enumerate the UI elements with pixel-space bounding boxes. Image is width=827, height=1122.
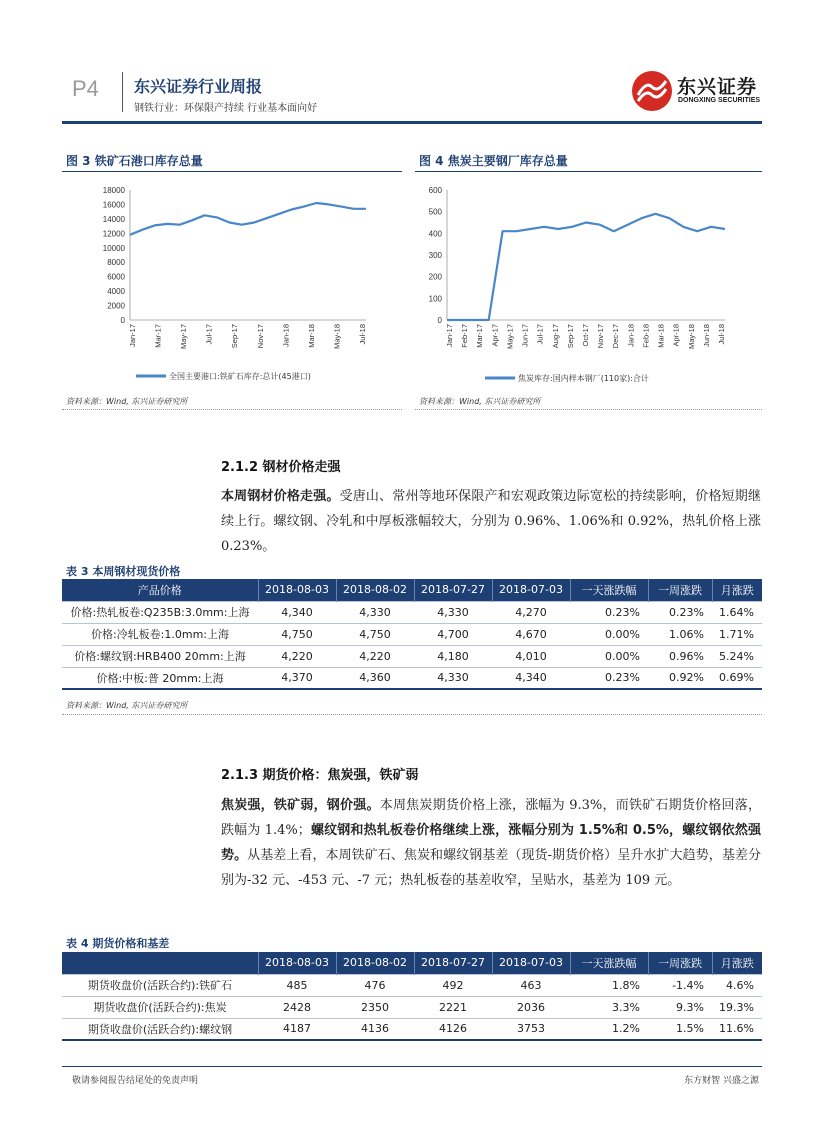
row-label-cell: 价格:热轧板卷:Q235B:3.0mm:上海 (62, 601, 258, 623)
value-cell: 4,330 (414, 601, 492, 623)
table4-header-cell: 2018-08-03 (258, 952, 336, 974)
x-tick-label: Mar-18 (306, 324, 316, 348)
table3-steel-spot-prices (62, 579, 762, 690)
row-label-cell: 价格:中板:普 20mm:上海 (62, 667, 258, 689)
value-cell: 4,370 (258, 667, 336, 689)
value-cell: 3.3% (570, 996, 648, 1018)
value-cell: 5.24% (712, 645, 762, 667)
value-cell: 9.3% (648, 996, 712, 1018)
value-cell: 0.96% (648, 645, 712, 667)
value-cell: 463 (492, 974, 570, 996)
value-cell: 476 (336, 974, 414, 996)
section-2-1-3-paragraph (221, 793, 761, 893)
paragraph-bold-2: 螺纹钢和热轧板卷价格继续上涨，涨幅分别为 1.5%和 0.5%，螺纹钢依然强势。 (221, 823, 761, 863)
value-cell: 0.23% (648, 601, 712, 623)
table4-header-cell (62, 952, 258, 974)
x-tick-label: Aug-17 (550, 324, 560, 349)
value-cell: 19.3% (712, 996, 762, 1018)
table4-header-cell: 月涨跌 (712, 952, 762, 974)
y-tick-label: 200 (428, 272, 442, 282)
value-cell: 4,330 (336, 601, 414, 623)
table-row (62, 1018, 762, 1040)
footer-rule (62, 1066, 762, 1067)
y-tick-label: 2000 (107, 301, 125, 311)
row-label-cell: 期货收盘价(活跃合约):焦炭 (62, 996, 258, 1018)
chart3-iron-ore-inventory (62, 178, 402, 388)
value-cell: 2036 (492, 996, 570, 1018)
x-tick-label: Mar-17 (153, 324, 163, 348)
y-tick-label: 8000 (107, 258, 125, 268)
report-subtitle: 钢铁行业：环保限产持续 行业基本面向好 (134, 103, 318, 114)
table3-header-cell: 月涨跌 (712, 579, 762, 601)
value-cell: 4,750 (258, 623, 336, 645)
row-label-cell: 价格:冷轧板卷:1.0mm:上海 (62, 623, 258, 645)
paragraph-body: 受唐山、常州等地环保限产和宏观政策边际宽松的持续影响，价格短期继续上行。螺纹钢、冷轧和中厚板涨幅较大，分别为 0.96%、1.06%和 0.92%，热轧价格上涨 0.23%。 (221, 489, 761, 554)
x-tick-label: Jan-17 (128, 324, 137, 347)
x-tick-label: Dec-17 (611, 324, 621, 349)
value-cell: 0.23% (570, 667, 648, 689)
footer-slogan: 东方财智 兴盛之源 (684, 1076, 759, 1086)
x-tick-label: May-17 (505, 324, 515, 350)
chart4-title: 图 4 焦炭主要钢厂库存总量 (419, 154, 568, 168)
x-tick-label: Jan-18 (626, 324, 636, 347)
value-cell: 0.00% (570, 645, 648, 667)
logo-emblem-icon (630, 69, 674, 113)
table3-header-cell: 产品价格 (62, 579, 258, 601)
x-tick-label: Feb-18 (641, 324, 651, 348)
value-cell: 0.23% (570, 601, 648, 623)
y-tick-label: 400 (428, 229, 442, 239)
y-tick-label: 600 (428, 186, 442, 195)
x-tick-label: Feb-17 (460, 324, 470, 348)
value-cell: 0.00% (570, 623, 648, 645)
chart3-rule (62, 171, 402, 172)
table4-header-cell: 一天涨跌幅 (570, 952, 648, 974)
table-row (62, 601, 762, 623)
row-label-cell: 价格:螺纹钢:HRB400 20mm:上海 (62, 645, 258, 667)
x-tick-label: Jun-17 (520, 324, 530, 347)
row-label-cell: 期货收盘价(活跃合约):铁矿石 (62, 974, 258, 996)
chart4-divider (415, 409, 762, 410)
value-cell: 1.06% (648, 623, 712, 645)
section-2-1-2-title: 2.1.2 钢材价格走强 (221, 460, 341, 475)
x-tick-label: Nov-17 (596, 324, 606, 349)
value-cell: 0.69% (712, 667, 762, 689)
table4-header-cell: 2018-07-03 (492, 952, 570, 974)
value-cell: 1.2% (570, 1018, 648, 1040)
table3-header-cell: 2018-08-03 (258, 579, 336, 601)
y-tick-label: 14000 (102, 214, 125, 224)
row-label-cell: 期货收盘价(活跃合约):螺纹钢 (62, 1018, 258, 1040)
value-cell: 4,670 (492, 623, 570, 645)
paragraph-body-3: 从基差上看，本周铁矿石、焦炭和螺纹钢基差（现货-期货价格）呈升水扩大趋势，基差分别为-32 元、-453 元、-7 元；热轧板卷的基差收窄，呈贴水，基差为 109 元。 (221, 848, 761, 888)
table3-header-cell: 一周涨跌 (648, 579, 712, 601)
y-tick-label: 12000 (102, 229, 125, 239)
value-cell: 4,330 (414, 667, 492, 689)
table3-source: 资料来源：Wind, 东兴证券研究所 (66, 701, 188, 710)
chart3-title: 图 3 铁矿石港口库存总量 (66, 154, 203, 168)
x-tick-label: Mar-18 (656, 324, 666, 348)
x-tick-label: Jan-18 (281, 324, 291, 347)
table4-header-cell: 一周涨跌 (648, 952, 712, 974)
logo-name: 东兴证券 (677, 76, 758, 98)
value-cell: -1.4% (648, 974, 712, 996)
paragraph-body-1: 本周焦炭期货价格上涨，涨幅为 9.3%，而铁矿石期货价格回落，跌幅为 1.4%； (221, 798, 761, 838)
x-tick-label: Jul-17 (204, 324, 214, 345)
table-row (62, 974, 762, 996)
x-tick-label: Oct-17 (581, 324, 590, 347)
x-tick-label: Apr-18 (671, 324, 681, 347)
x-tick-label: Sep-17 (230, 324, 240, 349)
table3-header-cell: 2018-07-03 (492, 579, 570, 601)
value-cell: 4187 (258, 1018, 336, 1040)
y-tick-label: 300 (428, 251, 442, 260)
value-cell: 492 (414, 974, 492, 996)
company-logo (630, 68, 765, 114)
table3-header-cell: 2018-08-02 (336, 579, 414, 601)
table3-header-cell: 一天涨跌幅 (570, 579, 648, 601)
x-tick-label: May-17 (179, 324, 189, 350)
x-tick-label: May-18 (332, 324, 342, 350)
table3-divider (62, 714, 762, 715)
value-cell: 4,220 (336, 645, 414, 667)
value-cell: 4,700 (414, 623, 492, 645)
paragraph-lead: 焦炭强，铁矿弱，钢价强。 (221, 798, 380, 813)
value-cell: 4.6% (712, 974, 762, 996)
y-tick-label: 16000 (102, 200, 125, 210)
table-header-row (62, 579, 762, 601)
y-tick-label: 100 (428, 294, 442, 304)
section-2-1-2-paragraph (221, 484, 761, 559)
table4-header-cell: 2018-08-02 (336, 952, 414, 974)
value-cell: 4,270 (492, 601, 570, 623)
y-tick-label: 18000 (102, 186, 125, 195)
value-cell: 3753 (492, 1018, 570, 1040)
value-cell: 1.71% (712, 623, 762, 645)
x-tick-label: Jul-18 (717, 324, 726, 345)
x-tick-label: May-18 (686, 324, 696, 350)
table-row (62, 996, 762, 1018)
table-row (62, 623, 762, 645)
value-cell: 4,010 (492, 645, 570, 667)
table4-title: 表 4 期货价格和基差 (66, 937, 170, 950)
table3-header-cell: 2018-07-27 (414, 579, 492, 601)
chart4-source: 资料来源：Wind, 东兴证券研究所 (419, 397, 541, 406)
page-number: P4 (72, 76, 99, 101)
legend-label: 全国主要港口:铁矿石库存:总计(45港口) (169, 372, 311, 381)
value-cell: 4136 (336, 1018, 414, 1040)
section-2-1-3-title: 2.1.3 期货价格：焦炭强，铁矿弱 (221, 768, 419, 783)
table4-header-cell: 2018-07-27 (414, 952, 492, 974)
y-tick-label: 10000 (102, 243, 125, 253)
series-line (130, 203, 366, 235)
value-cell: 2350 (336, 996, 414, 1018)
y-tick-label: 4000 (107, 287, 125, 297)
x-tick-label: Jan-17 (445, 324, 454, 347)
value-cell: 1.64% (712, 601, 762, 623)
x-tick-label: Sep-17 (565, 324, 575, 349)
value-cell: 485 (258, 974, 336, 996)
value-cell: 4,180 (414, 645, 492, 667)
x-tick-label: Jul-17 (535, 324, 545, 345)
y-tick-label: 6000 (107, 272, 125, 282)
y-tick-label: 500 (428, 207, 442, 217)
value-cell: 4,750 (336, 623, 414, 645)
chart3-divider (62, 409, 402, 410)
x-tick-label: Apr-17 (490, 324, 500, 347)
value-cell: 2221 (414, 996, 492, 1018)
report-title: 东兴证券行业周报 (134, 77, 263, 96)
value-cell: 4126 (414, 1018, 492, 1040)
value-cell: 1.5% (648, 1018, 712, 1040)
value-cell: 0.92% (648, 667, 712, 689)
value-cell: 11.6% (712, 1018, 762, 1040)
series-line (447, 214, 725, 320)
x-tick-label: Mar-17 (475, 324, 485, 348)
table-row (62, 667, 762, 689)
logo-english-name: DONGXING SECURITIES (678, 97, 761, 104)
header-rule (62, 121, 762, 124)
paragraph-lead: 本周钢材价格走强。 (221, 489, 340, 504)
legend-label: 焦炭库存:国内样本钢厂(110家):合计 (518, 374, 649, 383)
footer-disclaimer: 敬请参阅报告结尾处的免责声明 (72, 1076, 199, 1086)
table-header-row (62, 952, 762, 974)
value-cell: 4,340 (258, 601, 336, 623)
header-separator (122, 72, 123, 112)
value-cell: 2428 (258, 996, 336, 1018)
chart3-source: 资料来源：Wind, 东兴证券研究所 (66, 397, 188, 406)
chart4-rule (415, 171, 762, 172)
x-tick-label: Nov-17 (255, 324, 265, 349)
y-tick-label: 0 (120, 316, 125, 325)
value-cell: 4,220 (258, 645, 336, 667)
value-cell: 1.8% (570, 974, 648, 996)
table3-title: 表 3 本周钢材现货价格 (66, 565, 181, 578)
value-cell: 4,340 (492, 667, 570, 689)
chart4-coke-inventory (415, 178, 762, 388)
x-tick-label: Jul-18 (358, 324, 367, 345)
x-tick-label: Jun-18 (701, 324, 711, 347)
y-tick-label: 0 (437, 316, 442, 325)
table4-futures-prices (62, 952, 762, 1041)
value-cell: 4,360 (336, 667, 414, 689)
table-row (62, 645, 762, 667)
